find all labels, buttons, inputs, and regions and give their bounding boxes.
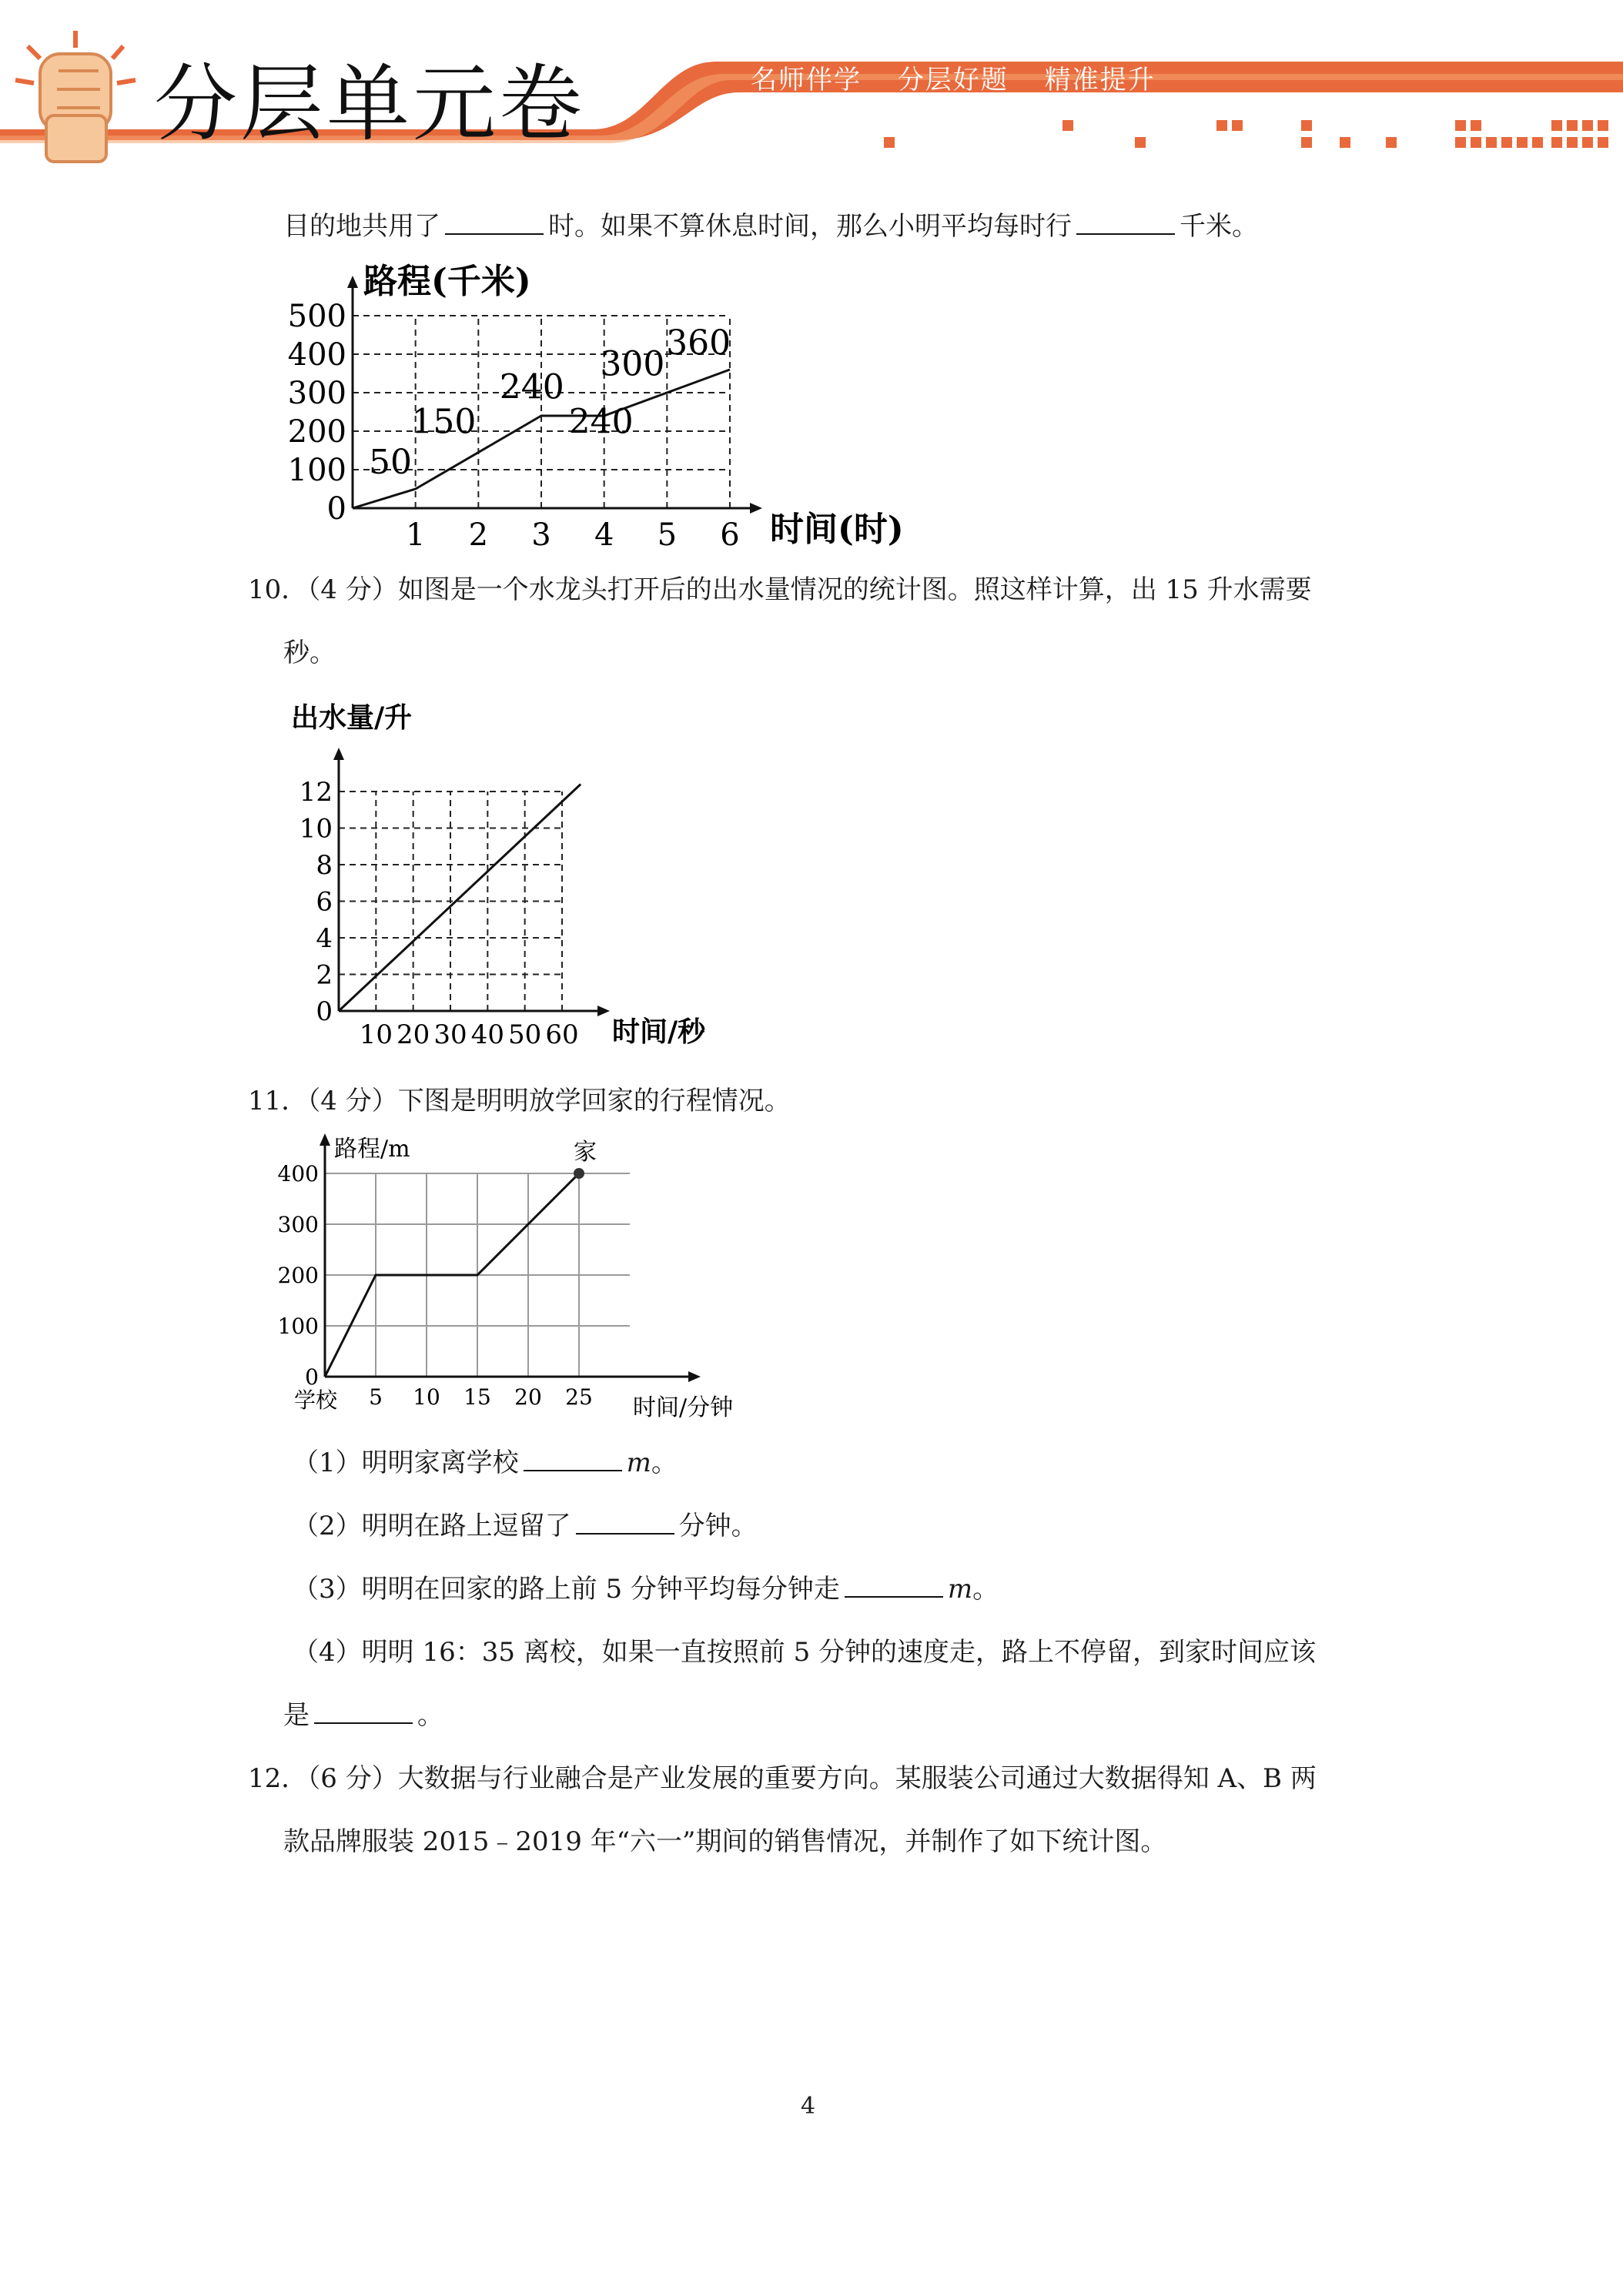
q11-sub2-text: （2）明明在路上逗留了	[293, 1511, 571, 1541]
y-tick-label: 0	[316, 996, 333, 1027]
point-label: 360	[666, 323, 731, 363]
x-tick-label: 5	[657, 517, 678, 553]
brand-title: 分层单元卷	[154, 56, 586, 152]
q10-line-1: 10．（4 分）如图是一个水龙头打开后的出水量情况的统计图。照这样计算，出 15 升水需要	[248, 574, 1312, 605]
y-tick-label: 200	[277, 1262, 319, 1288]
q9-blank-speed[interactable]	[1076, 210, 1175, 235]
y-axis-arrow	[333, 748, 344, 760]
q9-text-3: 千米。	[1180, 211, 1258, 242]
x-axis-title: 时间/秒	[612, 1016, 706, 1048]
y-tick-label: 300	[287, 376, 346, 411]
chart3-svg	[277, 1130, 770, 1431]
x-axis-arrow	[688, 1371, 701, 1382]
slogan-3: 精准提升	[1044, 65, 1156, 95]
point-label: 50	[369, 443, 412, 482]
q11-sub4-text: 是	[283, 1700, 310, 1731]
q11-sub1-blank[interactable]	[524, 1447, 622, 1471]
series-line	[339, 785, 581, 1012]
x-tick-label: 20	[514, 1384, 542, 1410]
page-number: 4	[801, 2093, 816, 2120]
slogan-1: 名师伴学	[751, 65, 862, 95]
q11-sub1-text: （1）明明家离学校	[293, 1448, 519, 1478]
distance-time-chart	[277, 262, 924, 557]
origin-school-label: 学校	[293, 1387, 338, 1413]
slogan-2: 分层好题	[897, 65, 1009, 95]
x-tick-label: 2	[468, 517, 489, 553]
home-label: 家	[574, 1139, 597, 1166]
q11-sub3-unit: m	[947, 1574, 973, 1605]
header-slogans	[751, 59, 1182, 96]
q11-sub1-unit: m	[626, 1448, 651, 1478]
x-tick-label: 10	[413, 1384, 440, 1410]
x-axis-arrow	[597, 1006, 610, 1016]
x-tick-label: 30	[433, 1019, 467, 1050]
y-tick-label: 100	[277, 1313, 319, 1339]
q11-sub1	[293, 1446, 678, 1480]
y-tick-label: 6	[316, 886, 333, 918]
q11-sub3-text: （3）明明在回家的路上前 5 分钟平均每分钟走	[293, 1574, 840, 1605]
q11-sub4-blank[interactable]	[314, 1699, 413, 1724]
x-tick-label: 15	[463, 1384, 491, 1410]
x-tick-label: 40	[470, 1019, 504, 1050]
x-tick-label: 50	[508, 1019, 542, 1050]
q11-sub4-line1: （4）明明 16：35 离校，如果一直按照前 5 分钟的速度走，路上不停留，到家时间应该	[293, 1637, 1317, 1668]
q9-text-1: 目的地共用了	[283, 211, 440, 242]
q12-line-2: 款品牌服装 2015﹣2019 年“六一”期间的销售情况，并制作了如下统计图。	[283, 1826, 1167, 1857]
x-tick-label: 1	[405, 517, 426, 553]
x-tick-label: 6	[720, 517, 740, 553]
q9-continuation-line	[283, 209, 1258, 243]
home-point	[574, 1168, 584, 1179]
q11-sub2	[293, 1509, 758, 1543]
q11-sub2-blank[interactable]	[576, 1510, 674, 1535]
decorative-squares	[884, 120, 1608, 148]
x-tick-label: 4	[594, 517, 614, 553]
q12-line-1: 12．（6 分）大数据与行业融合是产业发展的重要方向。某服装公司通过大数据得知 A、B 两	[248, 1763, 1317, 1794]
chart2-svg	[277, 699, 739, 1061]
point-label: 150	[411, 402, 477, 442]
q11-sub2-end: 分钟。	[678, 1511, 758, 1541]
y-tick-label: 100	[287, 453, 346, 488]
y-axis-title: 出水量/升	[291, 701, 413, 734]
q11-sub3-end: 。	[972, 1574, 999, 1605]
y-tick-label: 10	[299, 813, 333, 845]
y-tick-label: 400	[287, 337, 346, 373]
point-label: 240	[499, 367, 564, 407]
q10-line-2: 秒。	[283, 638, 336, 668]
x-tick-label: 25	[565, 1384, 593, 1410]
x-axis-title: 时间/分钟	[633, 1394, 734, 1421]
x-axis-arrow	[750, 503, 762, 514]
y-axis-title: 路程(千米)	[363, 262, 531, 301]
y-tick-label: 2	[316, 959, 333, 991]
point-label: 300	[600, 344, 665, 384]
y-axis-arrow	[347, 276, 358, 288]
q9-text-2: 时。如果不算休息时间，那么小明平均每时行	[548, 211, 1072, 242]
x-tick-label: 5	[369, 1384, 383, 1410]
y-tick-label: 400	[277, 1160, 319, 1186]
x-tick-label: 10	[359, 1019, 393, 1050]
y-tick-label: 12	[299, 776, 333, 808]
x-tick-label: 20	[397, 1019, 430, 1050]
walk-home-chart	[277, 1130, 770, 1434]
chart1-svg	[277, 262, 924, 554]
y-tick-label: 4	[316, 922, 333, 954]
q11-sub3	[293, 1572, 999, 1606]
x-axis-title: 时间(时)	[770, 510, 904, 549]
x-tick-label: 60	[545, 1019, 579, 1050]
x-tick-label: 3	[531, 517, 551, 553]
y-axis-arrow	[320, 1133, 330, 1146]
y-tick-label: 0	[305, 1364, 319, 1390]
y-tick-label: 500	[287, 299, 346, 334]
point-label: 240	[568, 402, 634, 442]
page-header	[0, 0, 1623, 177]
q11-sub1-end: 。	[651, 1448, 678, 1478]
q11-sub4-line2	[283, 1699, 443, 1732]
y-axis-title: 路程/m	[334, 1136, 410, 1163]
water-flow-chart	[277, 699, 739, 1064]
y-tick-label: 8	[316, 849, 333, 881]
y-tick-label: 0	[326, 491, 346, 527]
q11-line-1: 11．（4 分）下图是明明放学回家的行程情况。	[248, 1086, 791, 1116]
y-tick-label: 300	[277, 1211, 319, 1237]
q11-sub4-end: 。	[417, 1700, 443, 1731]
y-tick-label: 200	[287, 414, 346, 450]
q11-sub3-blank[interactable]	[845, 1573, 943, 1598]
q9-blank-hours[interactable]	[445, 210, 544, 235]
